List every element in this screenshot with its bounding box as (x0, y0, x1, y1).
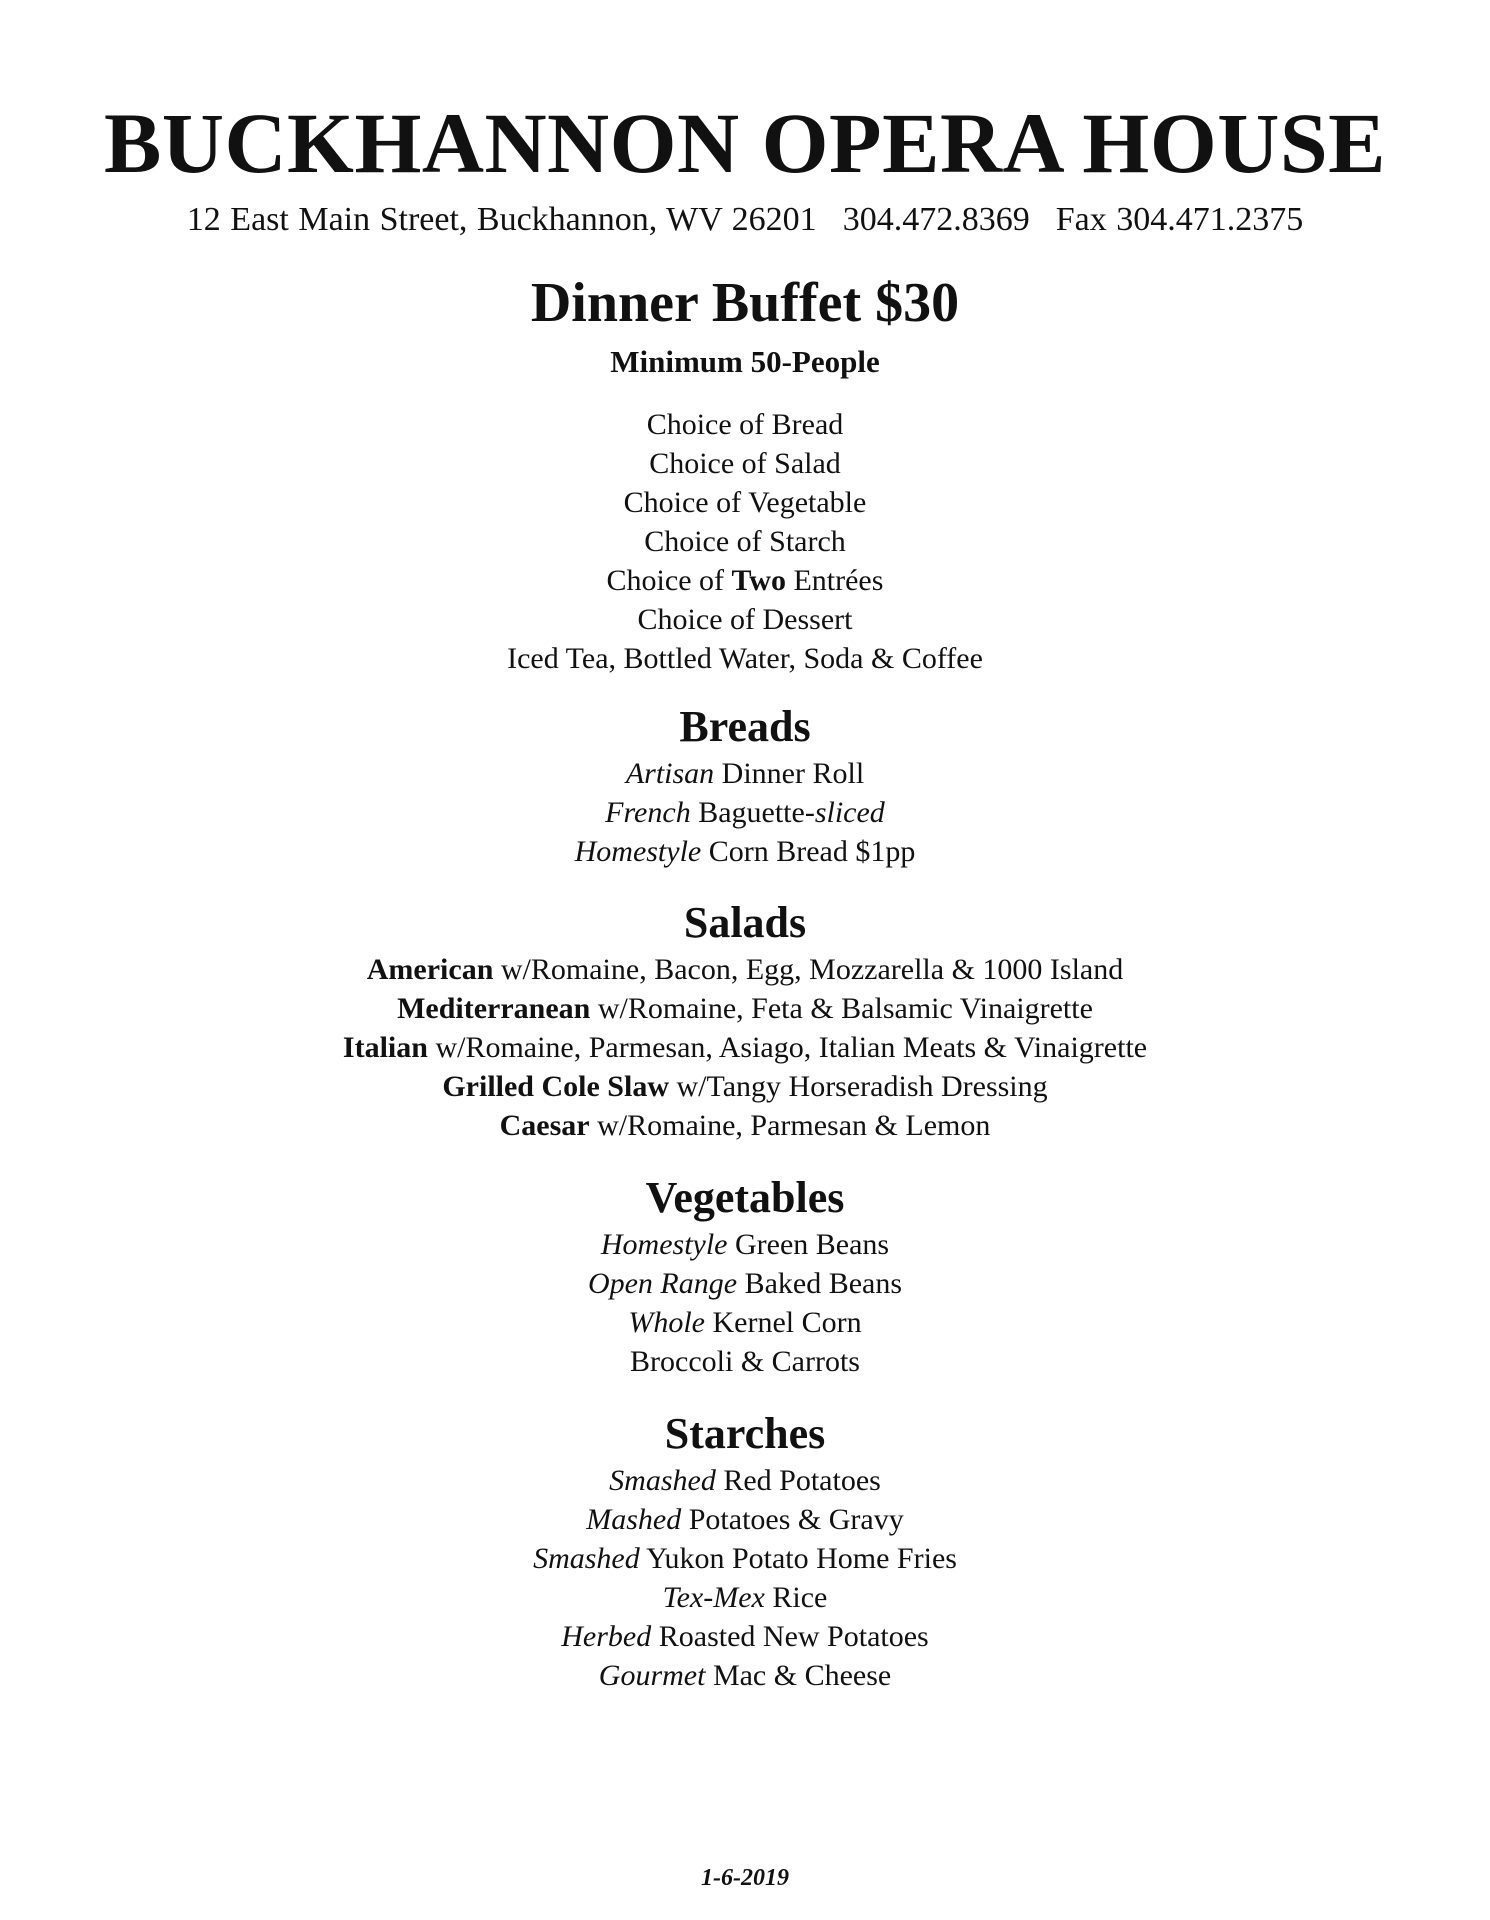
included-dessert: Choice of Dessert (637, 603, 853, 636)
list-item: Broccoli & Carrots (630, 1345, 860, 1378)
venue-fax: Fax 304.471.2375 (1055, 201, 1304, 238)
included-starch: Choice of Starch (644, 525, 846, 558)
included-drinks: Iced Tea, Bottled Water, Soda & Coffee (507, 642, 983, 675)
included-vegetable: Choice of Vegetable (623, 486, 867, 519)
venue-address: 12 East Main Street, Buckhannon, WV 26201 (186, 201, 817, 238)
list-item: French Baguette-sliced (605, 796, 885, 829)
list-item: Smashed Red Potatoes (609, 1464, 881, 1497)
list-item: Gourmet Mac & Cheese (598, 1659, 892, 1692)
starches-title: Starches (664, 1409, 826, 1458)
list-item: American w/Romaine, Bacon, Egg, Mozzarella & 1000 Island (366, 953, 1124, 986)
list-item: Homestyle Green Beans (600, 1228, 890, 1261)
list-item: Homestyle Corn Bread $1pp (574, 835, 916, 868)
list-item: Italian w/Romaine, Parmesan, Asiago, Italian Meats & Vinaigrette (342, 1031, 1148, 1064)
list-item: Open Range Baked Beans (587, 1267, 903, 1300)
salads-section (0, 898, 1490, 1145)
list-item: Whole Kernel Corn (628, 1306, 862, 1339)
offer-title: Dinner Buffet $30 (530, 272, 960, 334)
list-item: Grilled Cole Slaw w/Tangy Horseradish Dressing (442, 1070, 1048, 1103)
breads-title: Breads (679, 702, 811, 751)
included-bread: Choice of Bread (646, 408, 844, 441)
vegetables-title: Vegetables (645, 1173, 845, 1222)
list-item: Caesar w/Romaine, Parmesan & Lemon (499, 1109, 991, 1142)
included-entrees-count: Two (731, 564, 786, 597)
included-choices-list (0, 405, 1490, 678)
list-item: Mediterranean w/Romaine, Feta & Balsamic Vinaigrette (397, 992, 1093, 1025)
venue-name: BUCKHANNON OPERA HOUSE (103, 95, 1387, 191)
list-item: Smashed Yukon Potato Home Fries (533, 1542, 957, 1575)
included-entrees (0, 561, 1490, 600)
vegetables-section (0, 1173, 1490, 1381)
included-entrees-prefix: Choice of (606, 564, 732, 597)
list-item: Herbed Roasted New Potatoes (561, 1620, 929, 1653)
included-entrees-suffix: Entrées (785, 564, 884, 597)
list-item: Mashed Potatoes & Gravy (586, 1503, 904, 1536)
included-salad: Choice of Salad (649, 447, 841, 480)
list-item: Tex-Mex Rice (662, 1581, 828, 1614)
offer-minimum: Minimum 50-People (610, 344, 880, 379)
venue-phone: 304.472.8369 (842, 201, 1030, 238)
list-item: Artisan Dinner Roll (625, 757, 865, 790)
venue-contact-line (0, 203, 1490, 237)
breads-section (0, 702, 1490, 871)
starches-section (0, 1409, 1490, 1695)
salads-title: Salads (683, 898, 807, 947)
revision-date: 1-6-2019 (701, 1865, 789, 1891)
